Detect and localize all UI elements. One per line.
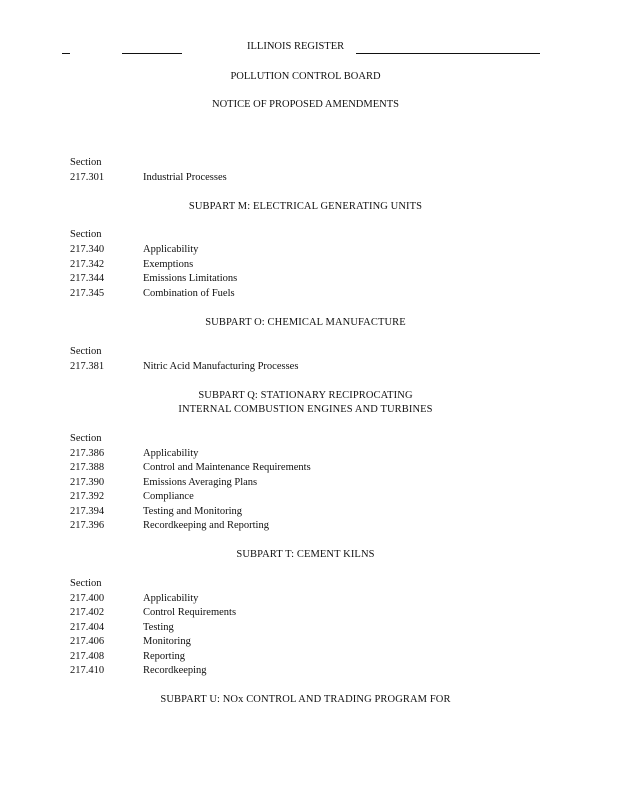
section-title: Testing xyxy=(143,622,174,633)
section-title: Nitric Acid Manufacturing Processes xyxy=(143,361,299,372)
section-label: Section xyxy=(70,578,102,589)
subpart-u-heading: SUBPART U: NOx CONTROL AND TRADING PROGRAM FOR xyxy=(160,694,451,705)
section-label: Section xyxy=(70,346,102,357)
section-number: 217.340 xyxy=(70,244,105,255)
subpart-t-heading: SUBPART T: CEMENT KILNS xyxy=(236,549,375,560)
subpart-m-heading: SUBPART M: ELECTRICAL GENERATING UNITS xyxy=(188,201,423,212)
board-name: POLLUTION CONTROL BOARD xyxy=(230,71,381,82)
section-title: Applicability xyxy=(143,244,199,255)
section-label: Section xyxy=(70,157,102,168)
section-number: 217.392 xyxy=(70,491,105,502)
section-number: 217.388 xyxy=(70,462,105,473)
subpart-q-heading-line1: SUBPART Q: STATIONARY RECIPROCATING xyxy=(198,390,413,401)
section-title: Applicability xyxy=(143,593,199,604)
section-title: Applicability xyxy=(143,448,199,459)
notice-title: NOTICE OF PROPOSED AMENDMENTS xyxy=(212,99,399,110)
section-number: 217.400 xyxy=(70,593,105,604)
section-title: Recordkeeping xyxy=(143,665,207,676)
subpart-o-heading: SUBPART O: CHEMICAL MANUFACTURE xyxy=(205,317,406,328)
header-rule-left-2 xyxy=(122,53,182,54)
section-title: Reporting xyxy=(143,651,185,662)
section-number: 217.408 xyxy=(70,651,105,662)
section-number: 217.402 xyxy=(70,607,105,618)
section-number: 217.394 xyxy=(70,506,105,517)
section-title: Testing and Monitoring xyxy=(143,506,243,517)
section-label: Section xyxy=(70,229,102,240)
section-title: Recordkeeping and Reporting xyxy=(143,520,269,531)
section-number: 217.301 xyxy=(70,172,105,183)
section-number: 217.396 xyxy=(70,520,105,531)
section-label: Section xyxy=(70,433,102,444)
header-rule-right xyxy=(356,53,540,54)
section-title: Industrial Processes xyxy=(143,172,227,183)
section-title: Combination of Fuels xyxy=(143,288,235,299)
section-title: Exemptions xyxy=(143,259,194,270)
section-number: 217.410 xyxy=(70,665,105,676)
register-title: ILLINOIS REGISTER xyxy=(247,41,345,52)
section-title: Emissions Averaging Plans xyxy=(143,477,258,488)
subpart-q-heading-line2: INTERNAL COMBUSTION ENGINES AND TURBINES xyxy=(178,404,433,415)
section-title: Monitoring xyxy=(143,636,191,647)
section-number: 217.381 xyxy=(70,361,105,372)
section-number: 217.404 xyxy=(70,622,105,633)
section-number: 217.342 xyxy=(70,259,105,270)
section-title: Control and Maintenance Requirements xyxy=(143,462,311,473)
section-title: Compliance xyxy=(143,491,194,502)
section-title: Emissions Limitations xyxy=(143,273,238,284)
section-number: 217.344 xyxy=(70,273,105,284)
header-rule-left-1 xyxy=(62,53,70,54)
section-number: 217.406 xyxy=(70,636,105,647)
section-number: 217.390 xyxy=(70,477,105,488)
section-title: Control Requirements xyxy=(143,607,237,618)
section-number: 217.345 xyxy=(70,288,105,299)
section-number: 217.386 xyxy=(70,448,105,459)
